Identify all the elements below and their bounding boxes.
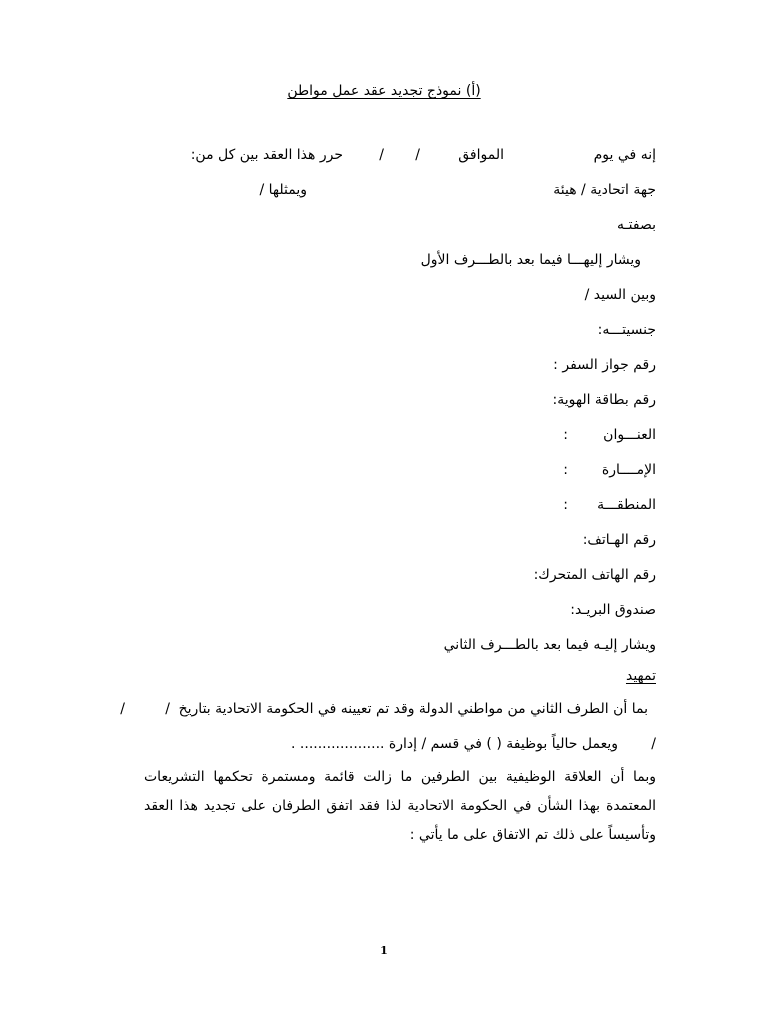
pobox-label: صندوق البريـد:: [570, 602, 656, 618]
id-card-label: رقم بطاقة الهوية:: [552, 392, 656, 408]
page-number: 1: [380, 944, 388, 957]
date-separator: /: [415, 147, 420, 163]
drafted-label: حرر هذا العقد بين كل من:: [190, 147, 343, 163]
document-title: (أ) نموذج تجديد عقد عمل مواطن: [287, 83, 481, 99]
day-label: إنه في يوم: [593, 147, 656, 163]
date-separator: /: [165, 701, 170, 717]
emirate-label: الإمــــارة: [601, 462, 656, 478]
date-separator: /: [379, 147, 384, 163]
preamble-line2: ويعمل حالياً بوظيفة ( ) في قسم / إدارة ................... .: [291, 736, 618, 752]
capacity-label: بصفتـه: [617, 217, 656, 233]
address-colon: :: [563, 427, 568, 443]
date-separator: /: [120, 701, 125, 717]
preamble-heading: تمهيد: [625, 668, 656, 684]
entity-label: جهة اتحادية / هيئة: [553, 182, 656, 198]
preamble-paragraph: وبما أن العلاقة الوظيفية بين الطرفين ما زالت قائمة ومستمرة تحكمها التشريعات المعتمدة بهذا الشأن في الحكومة الاتحادية لذا فقد اتفق الطرفان على تجديد هذا العقد وتأسيساً على ذلك تم الاتفاق على ما يأتي :: [144, 769, 656, 843]
area-colon: :: [563, 497, 568, 513]
date-separator: /: [651, 736, 656, 752]
corresponding-label: الموافق: [458, 147, 504, 163]
preamble-line1: بما أن الطرف الثاني من مواطني الدولة وقد تم تعيينه في الحكومة الاتحادية بتاريخ: [178, 701, 648, 717]
passport-label: رقم جواز السفر :: [553, 357, 656, 373]
nationality-label: جنسيتـــه:: [597, 322, 656, 338]
emirate-colon: :: [563, 462, 568, 478]
first-party-referred: ويشار إليهـــا فيما بعد بالطـــرف الأول: [420, 252, 641, 268]
second-party-referred: ويشار إليـه فيما بعد بالطـــرف الثاني: [443, 637, 656, 653]
phone-label: رقم الهـاتف:: [582, 532, 656, 548]
area-label: المنطقـــة: [597, 497, 656, 513]
mr-label: وبين السيد /: [584, 287, 656, 303]
address-label: العنـــوان: [603, 427, 656, 443]
represented-label: ويمثلها /: [259, 182, 307, 198]
mobile-label: رقم الهاتف المتحرك:: [533, 567, 656, 583]
